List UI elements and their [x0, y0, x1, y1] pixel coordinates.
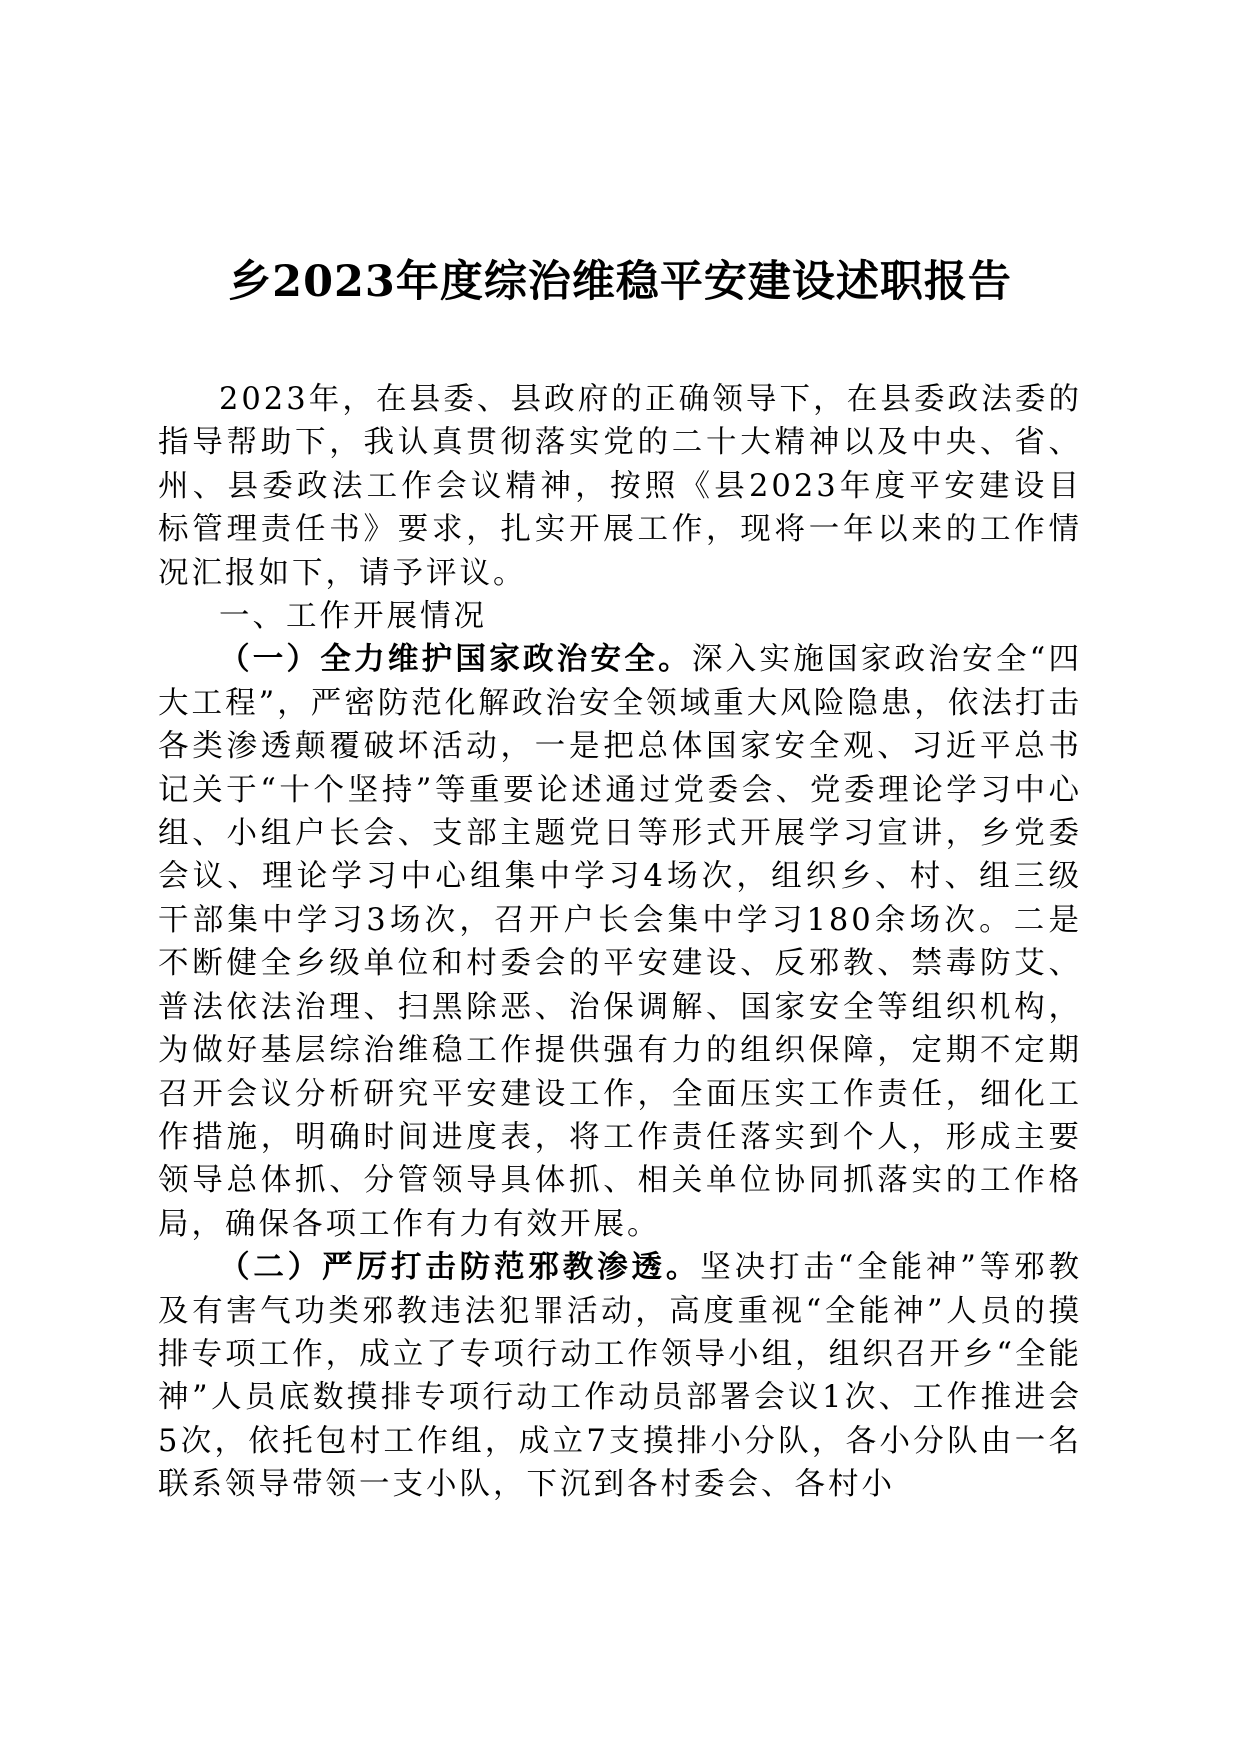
- item-1-lead: （一）全力维护国家政治安全。: [219, 641, 692, 678]
- section-heading: 一、工作开展情况: [219, 599, 487, 635]
- intro-paragraph: 2023年，在县委、县政府的正确领导下，在县委政法委的指导帮助下，我认真贯彻落实党的二十大精神以及中央、省、州、县委政法工作会议精神，按照《县2023年度平安建设目标管理责任书》要求，扎实开展工作，现将一年以来的工作情况汇报如下，请予评议。: [158, 382, 1082, 591]
- item-1-paragraph: [158, 638, 1082, 1246]
- item-2-lead: （二）严厉打击防范邪教渗透。: [219, 1249, 701, 1286]
- item-2-body: 坚决打击“全能神”等邪教及有害气功类邪教违法犯罪活动，高度重视“全能神”人员的摸排专项工作，成立了专项行动工作领导小组，组织召开乡“全能神”人员底数摸排专项行动工作动员部署会议1次、工作推进会5次，依托包村工作组，成立7支摸排小分队，各小分队由一名联系领导带领一支小队，下沉到各村委会、各村小: [158, 1250, 1083, 1503]
- document-title: 乡2023年度综治维稳平安建设述职报告: [228, 257, 1012, 307]
- item-1-body: 深入实施国家政治安全“四大工程”，严密防范化解政治安全领域重大风险隐患，依法打击各类渗透颠覆破坏活动，一是把总体国家安全观、习近平总书记关于“十个坚持”等重要论述通过党委会、党委理论学习中心组、小组户长会、支部主题党日等形式开展学习宣讲，乡党委会议、理论学习中心组集中学习4场次，组织乡、村、组三级干部集中学习3场次，召开户长会集中学习180余场次。二是不断健全乡级单位和村委会的平安建设、反邪教、禁毒防艾、普法依法治理、扫黑除恶、治保调解、国家安全等组织机构，为做好基层综治维稳工作提供强有力的组织保障，定期不定期召开会议分析研究平安建设工作，全面压实工作责任，细化工作措施，明确时间进度表，将工作责任落实到个人，形成主要领导总体抓、分管领导具体抓、相关单位协同抓落实的工作格局，确保各项工作有力有效开展。: [158, 642, 1083, 1242]
- document-body: [158, 378, 1082, 1507]
- item-2-paragraph: [158, 1246, 1082, 1506]
